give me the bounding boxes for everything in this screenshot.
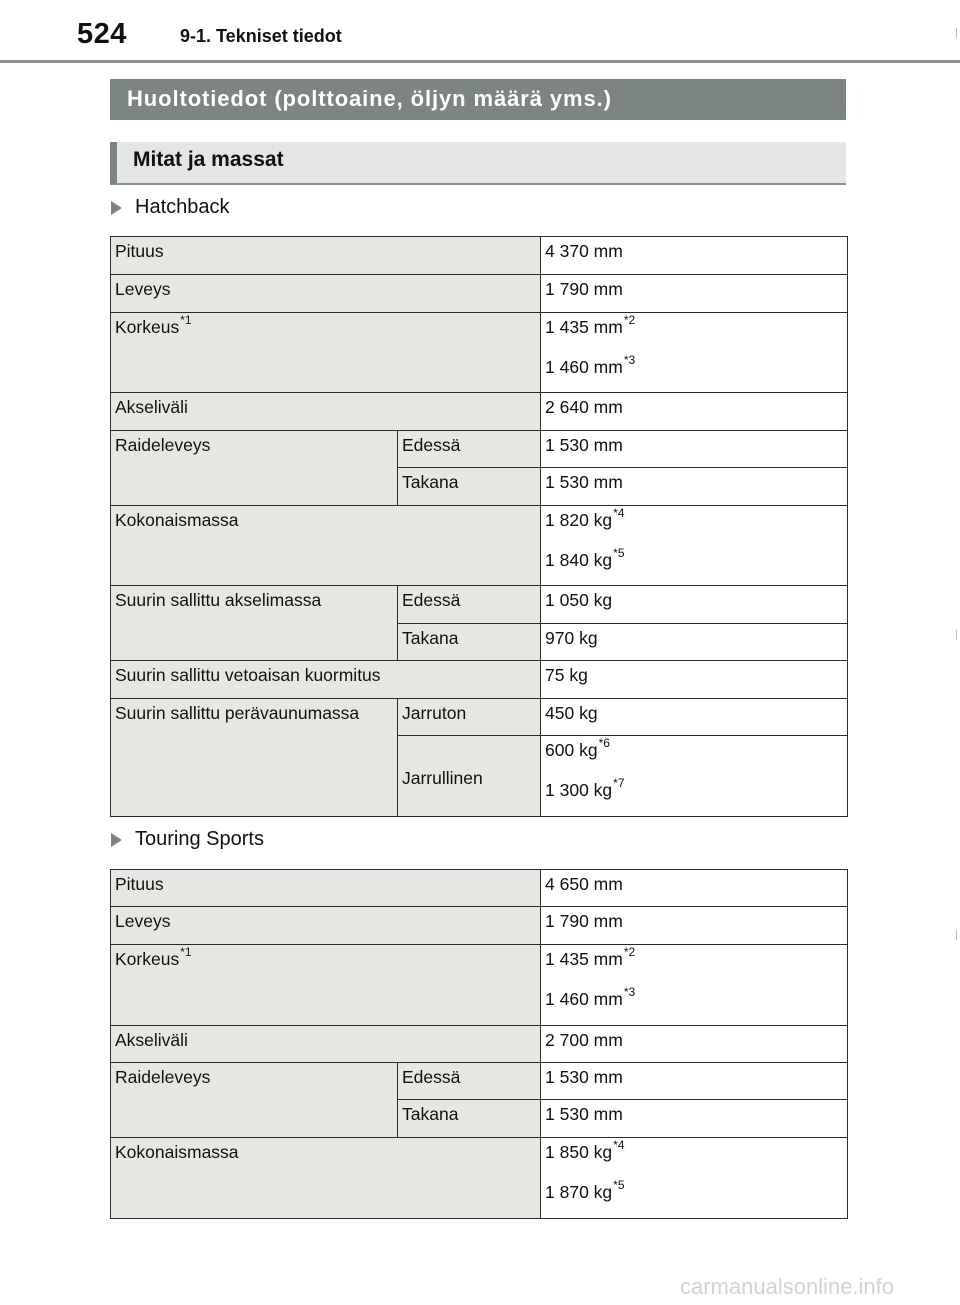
page-number: 524 xyxy=(77,18,127,50)
touring-spec-table xyxy=(110,869,848,1219)
axle-front-label: Edessä xyxy=(398,586,541,624)
wheelbase-label: Akseliväli xyxy=(111,393,541,431)
trailer-braked-label: Jarrullinen xyxy=(398,736,541,817)
gross-weight-values xyxy=(541,1138,848,1219)
trailer-braked-value-1: 600 kg xyxy=(545,740,598,760)
gross-weight-value-2: 1 870 kg xyxy=(545,1182,613,1202)
height-label-text: Korkeus xyxy=(115,317,180,337)
wheelbase-label: Akseliväli xyxy=(111,1026,541,1063)
watermark[interactable]: carmanualsonline.info xyxy=(680,1274,895,1299)
axle-rear-label: Takana xyxy=(398,624,541,661)
height-values xyxy=(541,313,848,393)
table-row xyxy=(111,1026,848,1063)
gross-weight-values xyxy=(541,506,848,586)
table-row xyxy=(111,1063,848,1100)
width-label: Leveys xyxy=(111,275,541,313)
gross-weight-value-1: 1 850 kg xyxy=(545,1142,613,1162)
length-label: Pituus xyxy=(111,870,541,907)
touring-heading xyxy=(111,828,264,851)
table-row xyxy=(111,393,848,431)
width-label: Leveys xyxy=(111,907,541,945)
footnote-mark: *2 xyxy=(623,945,636,959)
table-row xyxy=(111,945,848,1026)
track-front-value: 1 530 mm xyxy=(541,1063,848,1100)
footnote-mark: *1 xyxy=(180,313,192,327)
length-value: 4 370 mm xyxy=(541,237,848,275)
header-rule xyxy=(0,60,960,63)
gross-weight-value-2: 1 840 kg xyxy=(545,550,613,570)
track-rear-value: 1 530 mm xyxy=(541,1100,848,1138)
wheelbase-value: 2 640 mm xyxy=(541,393,848,431)
table-row xyxy=(111,661,848,699)
height-value-2: 1 460 mm xyxy=(545,989,623,1009)
footnote-mark: *5 xyxy=(613,546,625,560)
height-value-1: 1 435 mm xyxy=(545,949,623,969)
width-value: 1 790 mm xyxy=(541,907,848,945)
axle-front-value: 1 050 kg xyxy=(541,586,848,624)
gross-weight-value-1: 1 820 kg xyxy=(545,510,613,530)
triangle-bullet-icon xyxy=(111,833,122,847)
footnote-mark: *4 xyxy=(613,506,625,520)
table-row xyxy=(111,870,848,907)
footnote-mark: *5 xyxy=(613,1178,625,1192)
footnote-mark: *2 xyxy=(623,313,636,327)
track-label: Raideleveys xyxy=(111,431,398,506)
edge-mark xyxy=(956,930,957,940)
height-label xyxy=(111,945,541,1026)
table-row xyxy=(111,1138,848,1219)
length-label: Pituus xyxy=(111,237,541,275)
table-row xyxy=(111,586,848,624)
table-row xyxy=(111,506,848,586)
coupling-load-label: Suurin sallittu vetoaisan kuormitus xyxy=(111,661,541,699)
footnote-mark: *4 xyxy=(613,1138,625,1152)
track-rear-label: Takana xyxy=(398,468,541,506)
edge-mark xyxy=(956,630,957,640)
wheelbase-value: 2 700 mm xyxy=(541,1026,848,1063)
height-value-1: 1 435 mm xyxy=(545,317,623,337)
track-label: Raideleveys xyxy=(111,1063,398,1138)
trailer-mass-label: Suurin sallittu perävaunumassa xyxy=(111,699,398,817)
hatchback-spec-table xyxy=(110,236,848,817)
axle-load-label: Suurin sallittu akselimassa xyxy=(111,586,398,661)
edge-mark xyxy=(956,28,957,38)
footnote-mark: *7 xyxy=(613,776,625,790)
height-value-2: 1 460 mm xyxy=(545,357,623,377)
track-front-value: 1 530 mm xyxy=(541,431,848,468)
trailer-unbraked-label: Jarruton xyxy=(398,699,541,736)
section-title: 9-1. Tekniset tiedot xyxy=(180,26,342,46)
table-row xyxy=(111,907,848,945)
hatchback-heading-text: Hatchback xyxy=(135,196,230,218)
footnote-mark: *1 xyxy=(180,945,192,959)
touring-heading-text: Touring Sports xyxy=(135,828,264,850)
track-rear-value: 1 530 mm xyxy=(541,468,848,506)
track-front-label: Edessä xyxy=(398,1063,541,1100)
coupling-load-value: 75 kg xyxy=(541,661,848,699)
trailer-braked-value-2: 1 300 kg xyxy=(545,780,613,800)
table-row xyxy=(111,431,848,468)
footnote-mark: *3 xyxy=(623,985,636,999)
trailer-braked-values xyxy=(541,736,848,817)
hatchback-heading xyxy=(111,196,230,219)
axle-rear-value: 970 kg xyxy=(541,624,848,661)
length-value: 4 650 mm xyxy=(541,870,848,907)
table-row xyxy=(111,699,848,736)
gross-weight-label: Kokonaismassa xyxy=(111,1138,541,1219)
track-front-label: Edessä xyxy=(398,431,541,468)
table-row xyxy=(111,275,848,313)
trailer-unbraked-value: 450 kg xyxy=(541,699,848,736)
height-label xyxy=(111,313,541,393)
footnote-mark: *6 xyxy=(598,736,610,750)
height-label-text: Korkeus xyxy=(115,949,180,969)
section-banner: Huoltotiedot (polttoaine, öljyn määrä yms.) xyxy=(110,79,846,120)
track-rear-label: Takana xyxy=(398,1100,541,1138)
footnote-mark: *3 xyxy=(623,353,636,367)
height-values xyxy=(541,945,848,1026)
gross-weight-label: Kokonaismassa xyxy=(111,506,541,586)
table-row xyxy=(111,237,848,275)
triangle-bullet-icon xyxy=(111,201,122,215)
width-value: 1 790 mm xyxy=(541,275,848,313)
subsection-heading: Mitat ja massat xyxy=(110,142,846,185)
table-row xyxy=(111,313,848,393)
